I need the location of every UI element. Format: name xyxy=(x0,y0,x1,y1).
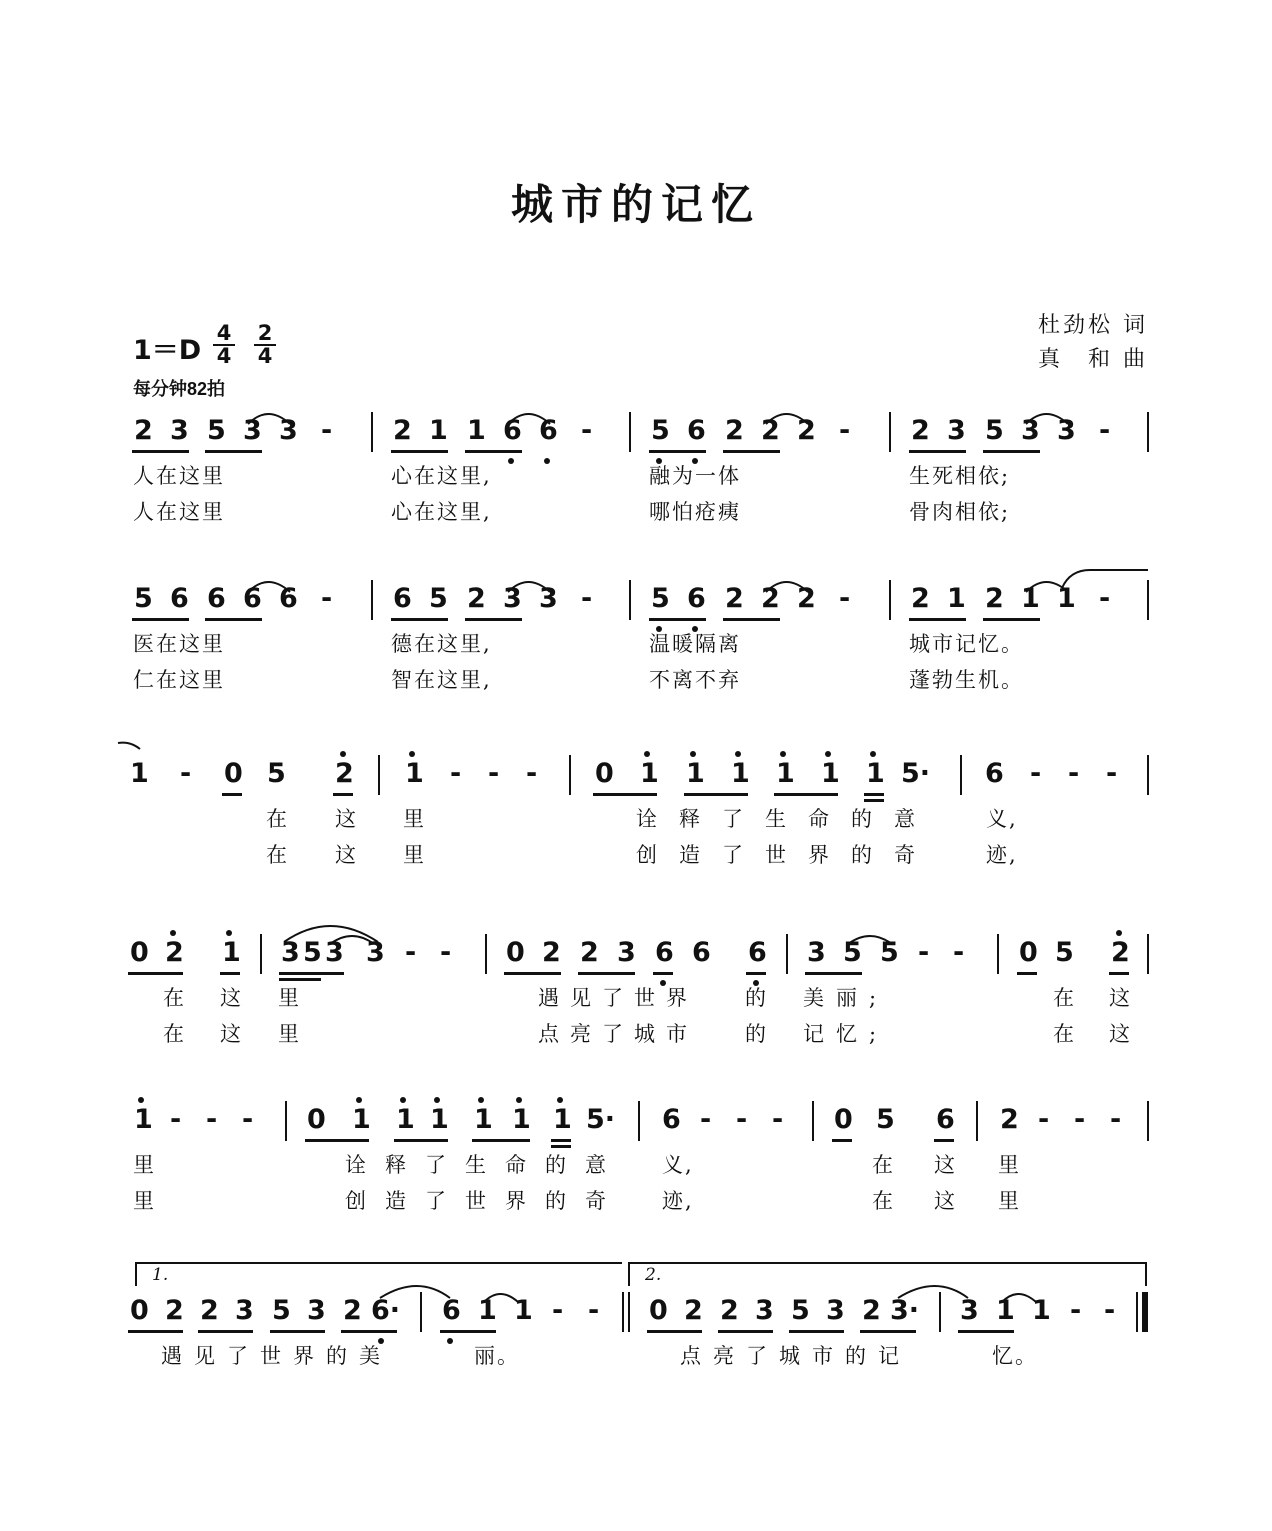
lyric-verse2: 不离不弃 xyxy=(649,668,741,692)
note: 3 xyxy=(755,1295,774,1326)
dash: - xyxy=(839,415,851,446)
eighth-underline xyxy=(551,1139,571,1142)
note: 0 xyxy=(506,937,525,968)
note: 2 xyxy=(725,415,744,446)
note: 1 xyxy=(429,415,448,446)
lyric-verse1: 在 xyxy=(872,1153,895,1177)
note: 2 xyxy=(542,937,561,968)
lyric-verse1: 在 xyxy=(266,807,289,831)
tie xyxy=(508,414,550,424)
eighth-underline xyxy=(305,1139,369,1142)
lyric-verse1: 里 xyxy=(403,807,426,831)
lyric-verse2: 点亮了城市 xyxy=(538,1022,698,1046)
barline xyxy=(960,755,962,795)
time-signature-4-4 xyxy=(213,323,235,366)
note: 6 xyxy=(539,415,558,446)
dash: - xyxy=(736,1104,748,1135)
barline xyxy=(569,755,571,795)
note: 2 xyxy=(797,415,816,446)
dash: - xyxy=(1070,1295,1082,1326)
lyric-ending2: 忆。 xyxy=(992,1344,1038,1368)
note: 6 xyxy=(207,583,226,614)
lyric-verse2: 创造了世界的奇 xyxy=(636,843,937,867)
dash: - xyxy=(953,937,965,968)
lyric-verse1: 这 xyxy=(335,807,358,831)
note: 1 xyxy=(686,758,705,789)
note: 1 xyxy=(821,758,840,789)
barline xyxy=(638,1101,640,1141)
note: 3 xyxy=(307,1295,326,1326)
high-octave-dot xyxy=(825,751,831,757)
dash: - xyxy=(206,1104,218,1135)
lyric-verse1: 义, xyxy=(986,807,1018,831)
note: 5· xyxy=(901,758,931,789)
lyric-verse1: 医在这里 xyxy=(133,632,225,656)
composer-credit: 真 和 曲 xyxy=(1038,347,1148,372)
note: 5· xyxy=(586,1104,616,1135)
lyric-verse1: 里 xyxy=(133,1153,156,1177)
note: 2 xyxy=(1000,1104,1019,1135)
lyric-ending1: 丽。 xyxy=(474,1344,520,1368)
lyric-verse2: 蓬勃生机。 xyxy=(909,668,1024,692)
note: 0 xyxy=(649,1295,668,1326)
meter-numerator: 2 xyxy=(254,323,276,346)
eighth-underline xyxy=(593,793,657,796)
note: 2 xyxy=(911,415,930,446)
high-octave-dot xyxy=(434,1097,440,1103)
note: 3 xyxy=(503,583,522,614)
lyric-verse2: 迹, xyxy=(662,1189,694,1213)
lyric-verse1: 这 xyxy=(934,1153,957,1177)
lyric-verse2: 这 xyxy=(335,843,358,867)
note: 1 xyxy=(1032,1295,1051,1326)
eighth-underline xyxy=(832,1139,852,1142)
dash: - xyxy=(588,1295,600,1326)
dash: - xyxy=(1074,1104,1086,1135)
high-octave-dot xyxy=(409,751,415,757)
lyric-verse1: 心在这里, xyxy=(391,464,492,488)
lyric-verse1: 温暖隔离 xyxy=(649,632,741,656)
barline xyxy=(812,1101,814,1141)
tie xyxy=(1026,414,1068,424)
dash: - xyxy=(321,415,333,446)
note: 1 xyxy=(1057,583,1076,614)
dash: - xyxy=(526,758,538,789)
note: 5 xyxy=(272,1295,291,1326)
lyric-verse2: 在 xyxy=(872,1189,895,1213)
dash: - xyxy=(839,583,851,614)
note: 6 xyxy=(503,415,522,446)
dash: - xyxy=(321,583,333,614)
note: 3 xyxy=(279,415,298,446)
note: 3 xyxy=(617,937,636,968)
note: 0 xyxy=(307,1104,326,1135)
score-system-2 xyxy=(0,580,1272,730)
lyric-verse1: 诠释了生命的意 xyxy=(636,807,937,831)
eighth-underline xyxy=(394,1139,448,1142)
barline xyxy=(1147,755,1149,795)
high-octave-dot xyxy=(478,1097,484,1103)
tie xyxy=(380,1286,450,1298)
slur-ties xyxy=(0,1262,1272,1412)
high-octave-dot xyxy=(138,1097,144,1103)
note: 5 xyxy=(843,937,862,968)
note: 0 xyxy=(834,1104,853,1135)
note: 6 xyxy=(687,415,706,446)
note: 6 xyxy=(662,1104,681,1135)
note: 2 xyxy=(911,583,930,614)
tie-continuation xyxy=(1062,570,1148,588)
note: 2 xyxy=(761,583,780,614)
note: 1 xyxy=(478,1295,497,1326)
note: 3 xyxy=(235,1295,254,1326)
tie xyxy=(766,414,808,424)
high-octave-dot xyxy=(780,751,786,757)
dash: - xyxy=(700,1104,712,1135)
note: 1 xyxy=(947,583,966,614)
dash: - xyxy=(1099,583,1111,614)
lyric-verse1: 这 xyxy=(1109,986,1132,1010)
score-system-3 xyxy=(0,755,1272,905)
note: 2 xyxy=(165,937,184,968)
note: 5 xyxy=(303,937,322,968)
high-octave-dot xyxy=(735,751,741,757)
lyric-ending1: 遇见了世界的美 xyxy=(161,1344,392,1368)
note: 6 xyxy=(687,583,706,614)
note: 2 xyxy=(467,583,486,614)
lyric-verse1: 在 xyxy=(1053,986,1076,1010)
high-octave-dot xyxy=(516,1097,522,1103)
dash: - xyxy=(1030,758,1042,789)
lyric-verse2: 心在这里, xyxy=(391,500,492,524)
note: 0 xyxy=(130,937,149,968)
lyric-verse2: 智在这里, xyxy=(391,668,492,692)
note: 3 xyxy=(1057,415,1076,446)
score-system-1 xyxy=(0,412,1272,562)
meter-denominator: 4 xyxy=(257,344,273,368)
tie xyxy=(248,414,290,424)
note: 5 xyxy=(651,583,670,614)
lyric-verse2: 里 xyxy=(278,1022,301,1046)
note: 2 xyxy=(393,415,412,446)
note: 6 xyxy=(692,937,711,968)
meter-denominator: 4 xyxy=(216,344,232,368)
lyric-verse2: 骨肉相依; xyxy=(909,500,1011,524)
meter-numerator: 4 xyxy=(213,323,235,346)
note: 6 xyxy=(393,583,412,614)
lyric-verse2: 记忆; xyxy=(803,1022,889,1046)
song-title: 城市的记忆 xyxy=(510,180,761,229)
note: 3 xyxy=(947,415,966,446)
note: 0 xyxy=(130,1295,149,1326)
note: 1 xyxy=(640,758,659,789)
note: 3 xyxy=(960,1295,979,1326)
note: 5 xyxy=(651,415,670,446)
note: 3 xyxy=(366,937,385,968)
lyric-verse1: 融为一体 xyxy=(649,464,741,488)
lyric-verse1: 诠释了生命的意 xyxy=(345,1153,625,1177)
lyric-verse1: 的 xyxy=(745,986,768,1010)
eighth-underline xyxy=(472,1139,530,1142)
note: 2 xyxy=(720,1295,739,1326)
note: 2 xyxy=(200,1295,219,1326)
lyric-verse1: 里 xyxy=(278,986,301,1010)
barline xyxy=(285,1101,287,1141)
tie xyxy=(1002,1294,1036,1302)
lyric-verse1: 里 xyxy=(998,1153,1021,1177)
dash: - xyxy=(440,937,452,968)
note: 1 xyxy=(430,1104,449,1135)
high-octave-dot xyxy=(690,751,696,757)
note: 1 xyxy=(996,1295,1015,1326)
note: 2 xyxy=(165,1295,184,1326)
note: 2 xyxy=(684,1295,703,1326)
high-octave-dot xyxy=(400,1097,406,1103)
note: 1 xyxy=(514,1295,533,1326)
dash: - xyxy=(1106,758,1118,789)
lyric-verse1: 遇见了世界 xyxy=(538,986,698,1010)
eighth-underline xyxy=(934,1139,954,1142)
note: 3 xyxy=(1021,415,1040,446)
lyric-verse2: 这 xyxy=(220,1022,243,1046)
note: 3 xyxy=(325,937,344,968)
lyric-ending2: 点亮了城市的记 xyxy=(680,1344,911,1368)
first-ending-label: 1. xyxy=(152,1265,169,1285)
tie xyxy=(248,582,290,592)
lyric-verse1: 人在这里 xyxy=(133,464,225,488)
high-octave-dot xyxy=(356,1097,362,1103)
lyric-verse2: 在 xyxy=(163,1022,186,1046)
dash: - xyxy=(1068,758,1080,789)
note: 3 xyxy=(170,415,189,446)
lyric-verse1: 美丽; xyxy=(803,986,889,1010)
note: 0 xyxy=(224,758,243,789)
sixteenth-underline xyxy=(864,799,884,802)
lyric-verse1: 生死相依; xyxy=(909,464,1011,488)
note: 1 xyxy=(776,758,795,789)
note: 5 xyxy=(207,415,226,446)
barline xyxy=(976,1101,978,1141)
lyric-verse2: 这 xyxy=(934,1189,957,1213)
note: 1 xyxy=(405,758,424,789)
note: 1 xyxy=(512,1104,531,1135)
note: 1 xyxy=(134,1104,153,1135)
tie xyxy=(508,582,550,592)
lyric-verse1: 在 xyxy=(163,986,186,1010)
lyric-verse2: 在 xyxy=(266,843,289,867)
note: 6 xyxy=(748,937,767,968)
tie xyxy=(898,1286,968,1298)
note: 3· xyxy=(890,1295,920,1326)
high-octave-dot xyxy=(340,751,346,757)
lyric-verse2: 创造了世界的奇 xyxy=(345,1189,625,1213)
barline xyxy=(378,755,380,795)
lyric-verse2: 仁在这里 xyxy=(133,668,225,692)
lyric-verse2: 迹, xyxy=(986,843,1018,867)
note: 5 xyxy=(1055,937,1074,968)
note: 2 xyxy=(725,583,744,614)
dash: - xyxy=(488,758,500,789)
score-system-4 xyxy=(0,934,1272,1084)
note: 6 xyxy=(279,583,298,614)
note: 2 xyxy=(580,937,599,968)
note: 1 xyxy=(1021,583,1040,614)
lyric-verse1: 这 xyxy=(220,986,243,1010)
note: 5 xyxy=(134,583,153,614)
tie xyxy=(766,582,808,592)
note: 3 xyxy=(826,1295,845,1326)
high-octave-dot xyxy=(557,1097,563,1103)
dash: - xyxy=(405,937,417,968)
tempo-marking: 每分钟82拍 xyxy=(133,379,226,399)
score-system-5 xyxy=(0,1101,1272,1251)
high-octave-dot xyxy=(644,751,650,757)
note: 0 xyxy=(595,758,614,789)
dash: - xyxy=(772,1104,784,1135)
eighth-underline xyxy=(222,793,242,796)
note: 1 xyxy=(352,1104,371,1135)
note: 1 xyxy=(222,937,241,968)
note: 2 xyxy=(134,415,153,446)
note: 5 xyxy=(267,758,286,789)
dash: - xyxy=(1110,1104,1122,1135)
note: 6 xyxy=(170,583,189,614)
note: 6· xyxy=(371,1295,401,1326)
dash: - xyxy=(918,937,930,968)
note: 2 xyxy=(343,1295,362,1326)
tie xyxy=(484,1294,518,1302)
note: 3 xyxy=(243,415,262,446)
note: 5 xyxy=(876,1104,895,1135)
note: 2 xyxy=(862,1295,881,1326)
note: 3 xyxy=(539,583,558,614)
tie-continuation xyxy=(118,743,140,749)
lyric-verse1: 义, xyxy=(662,1153,694,1177)
dash: - xyxy=(1038,1104,1050,1135)
lyric-verse2: 这 xyxy=(1109,1022,1132,1046)
lyric-verse2: 的 xyxy=(745,1022,768,1046)
note: 2 xyxy=(985,583,1004,614)
high-octave-dot xyxy=(870,751,876,757)
dash: - xyxy=(242,1104,254,1135)
lyric-verse1: 城市记忆。 xyxy=(909,632,1024,656)
note: 0 xyxy=(1019,937,1038,968)
note: 5 xyxy=(880,937,899,968)
tie xyxy=(848,936,892,944)
note: 2 xyxy=(761,415,780,446)
note: 5 xyxy=(429,583,448,614)
lyricist-credit: 杜劲松 词 xyxy=(1038,313,1148,338)
barline xyxy=(1147,1101,1149,1141)
eighth-underline xyxy=(684,793,748,796)
note: 1 xyxy=(396,1104,415,1135)
lyric-verse2: 人在这里 xyxy=(133,500,225,524)
slur xyxy=(284,926,378,942)
dash: - xyxy=(552,1295,564,1326)
lyric-verse2: 里 xyxy=(133,1189,156,1213)
time-signature-2-4 xyxy=(254,323,276,366)
note: 3 xyxy=(281,937,300,968)
note: 1 xyxy=(553,1104,572,1135)
note: 6 xyxy=(936,1104,955,1135)
note: 6 xyxy=(985,758,1004,789)
note: 1 xyxy=(474,1104,493,1135)
dash: - xyxy=(450,758,462,789)
dash: - xyxy=(1099,415,1111,446)
lyric-verse1: 德在这里, xyxy=(391,632,492,656)
lyric-verse2: 里 xyxy=(403,843,426,867)
eighth-underline xyxy=(864,793,884,796)
note: 1 xyxy=(130,758,149,789)
note: 5 xyxy=(791,1295,810,1326)
note: 3 xyxy=(807,937,826,968)
dash: - xyxy=(581,415,593,446)
lyric-verse2: 里 xyxy=(998,1189,1021,1213)
dash: - xyxy=(180,758,192,789)
note: 6 xyxy=(442,1295,461,1326)
lyric-verse2: 在 xyxy=(1053,1022,1076,1046)
note: 2 xyxy=(1111,937,1130,968)
note: 5 xyxy=(985,415,1004,446)
note: 1 xyxy=(866,758,885,789)
note: 2 xyxy=(797,583,816,614)
key-signature: 1＝D xyxy=(133,335,202,366)
sixteenth-underline xyxy=(551,1145,571,1148)
dash: - xyxy=(170,1104,182,1135)
dash: - xyxy=(581,583,593,614)
dash: - xyxy=(1104,1295,1116,1326)
note: 1 xyxy=(467,415,486,446)
eighth-underline xyxy=(774,793,838,796)
tie xyxy=(330,936,374,944)
score-system-6 xyxy=(0,1262,1272,1412)
lyric-verse2: 哪怕疮痍 xyxy=(649,500,741,524)
second-ending-label: 2. xyxy=(645,1265,662,1285)
note: 6 xyxy=(655,937,674,968)
eighth-underline xyxy=(333,793,353,796)
note: 6 xyxy=(243,583,262,614)
note: 1 xyxy=(731,758,750,789)
note: 2 xyxy=(335,758,354,789)
